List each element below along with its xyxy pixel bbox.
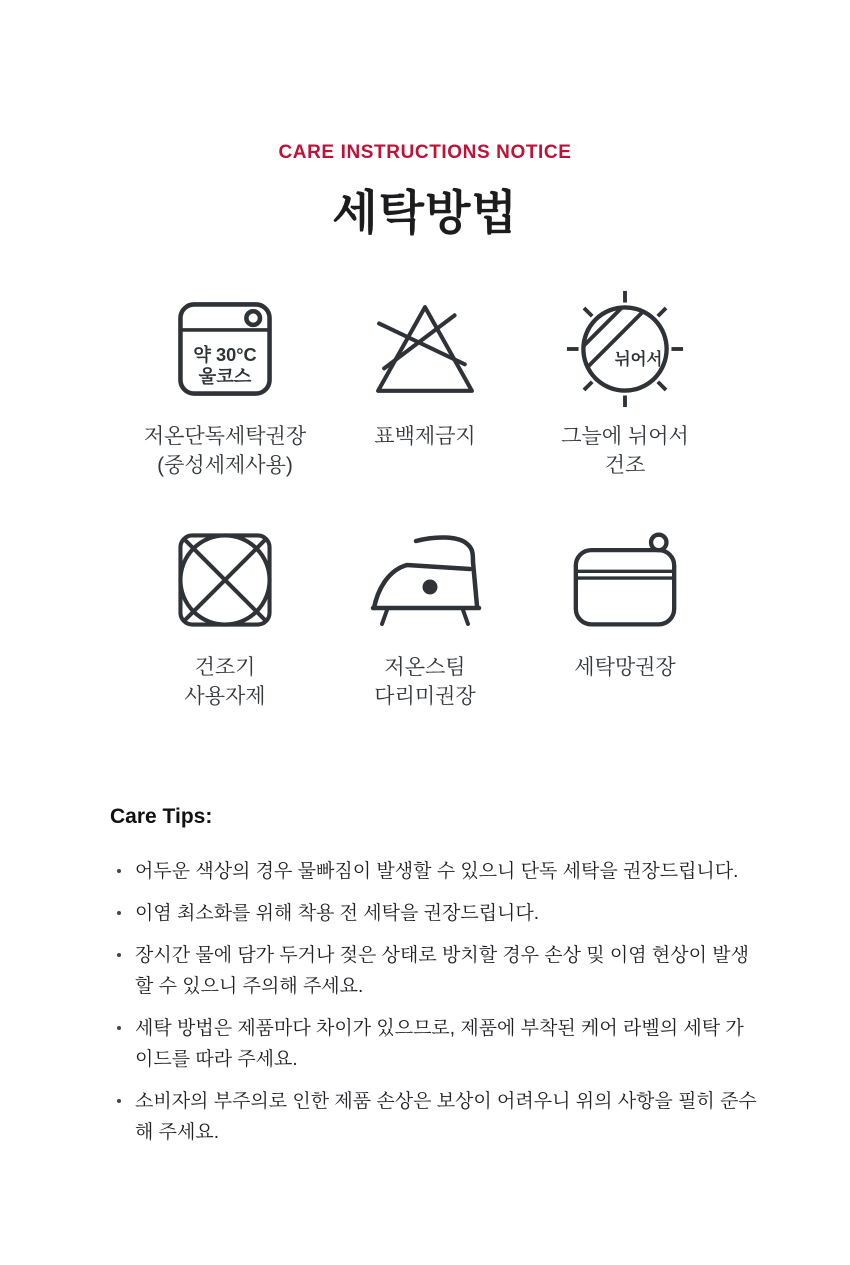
machine-wash-low-icon — [175, 299, 275, 399]
dry-flat-in-shade-icon — [565, 289, 685, 409]
care-symbol-label: 저온스팀 다리미권장 — [374, 656, 476, 708]
care-tip-item: 소비자의 부주의로 인한 제품 손상은 보상이 어려우니 위의 사항을 필히 준수해 주세요. — [110, 1086, 758, 1148]
care-tips-list — [110, 856, 758, 1148]
care-tips-heading: Care Tips: — [110, 805, 213, 828]
care-tips-section — [110, 805, 758, 1148]
care-symbol-label: 저온단독세탁권장 (중성세제사용) — [143, 425, 307, 477]
care-symbol-cell-wash — [125, 289, 325, 480]
laundry-net-icon — [571, 530, 679, 630]
care-symbol-label: 그늘에 뉘어서 건조 — [561, 425, 689, 477]
wool-course-label: 울코스 — [198, 366, 252, 387]
do-not-tumble-dry-icon — [175, 530, 275, 630]
page-header — [0, 0, 850, 243]
iron-low-steam-icon — [369, 534, 482, 626]
care-symbol-cell-iron — [325, 520, 525, 711]
care-symbol-cell-bleach — [325, 289, 525, 480]
care-tip-item: 세탁 방법은 제품마다 차이가 있으므로, 제품에 부착된 케어 라벨의 세탁 가이드를 따라 주세요. — [110, 1013, 758, 1075]
eyebrow-title: CARE INSTRUCTIONS NOTICE — [278, 142, 572, 163]
care-symbol-cell-shade-dry — [525, 289, 725, 480]
care-tip-item: 이염 최소화를 위해 착용 전 세탁을 권장드립니다. — [110, 898, 758, 929]
care-symbol-label: 건조기 사용자제 — [184, 656, 266, 708]
wash-temp-label: 약 30°C — [193, 344, 257, 365]
care-tip-item: 장시간 물에 담가 두거나 젖은 상태로 방치할 경우 손상 및 이염 현상이 발생할 수 있으니 주의해 주세요. — [110, 940, 758, 1002]
care-symbol-cell-net — [525, 520, 725, 711]
care-symbol-cell-tumble — [125, 520, 325, 711]
care-symbol-label: 표백제금지 — [374, 425, 476, 448]
care-symbol-label: 세탁망권장 — [574, 656, 676, 679]
care-symbol-grid — [125, 289, 725, 711]
do-not-bleach-icon — [374, 302, 476, 396]
care-tip-item: 어두운 색상의 경우 물빠짐이 발생할 수 있으니 단독 세탁을 권장드립니다. — [110, 856, 758, 887]
lay-flat-label: 뉘어서 — [614, 350, 663, 369]
page-title: 세탁방법 — [332, 186, 518, 239]
